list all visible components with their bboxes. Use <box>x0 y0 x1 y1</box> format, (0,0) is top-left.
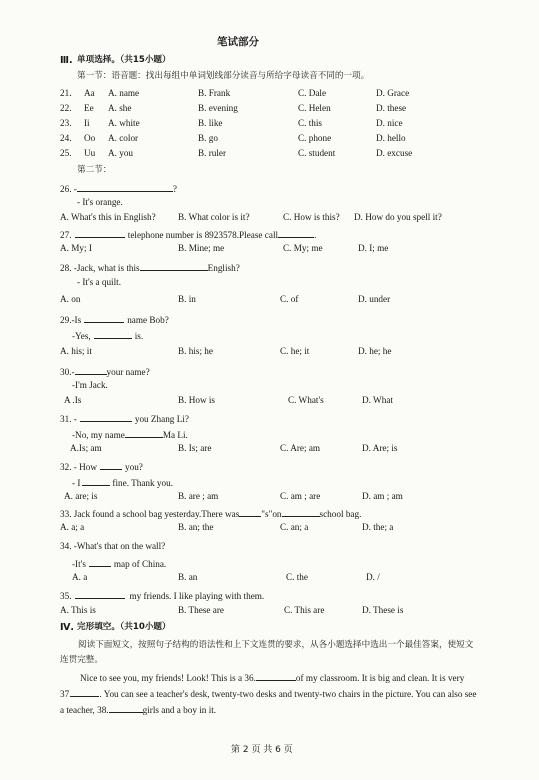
answer-blank[interactable] <box>75 228 125 238</box>
option-d: D. I; me <box>358 243 389 253</box>
option-d: D. Are; is <box>362 443 398 453</box>
reply-line <box>72 428 188 441</box>
section3-title: 单项选择。（共15小题） <box>77 55 171 65</box>
question-text-end: you? <box>125 462 143 472</box>
option-b: B. Frank <box>198 88 231 98</box>
option-a: A. on <box>60 294 81 304</box>
question-number: 27. <box>60 230 72 240</box>
letter: Ee <box>84 103 94 113</box>
question-text-end: you Zhang Li? <box>134 414 189 424</box>
option-a: A. his; it <box>60 346 92 356</box>
option-d: D. These is <box>362 605 404 615</box>
option-c: C. of <box>280 294 299 304</box>
option-b: B. These are <box>178 605 225 615</box>
question-text-mid: "s"on <box>261 509 282 519</box>
option-d: D. the; a <box>362 522 394 532</box>
question-text: 26. - <box>60 184 77 194</box>
reply-line <box>72 557 166 570</box>
answer-blank[interactable] <box>125 428 163 438</box>
question-text-end: your name? <box>106 367 150 377</box>
question-text-end: . <box>314 230 317 240</box>
reply-text: -It's <box>72 559 86 569</box>
option-a: A. This is <box>60 605 96 615</box>
option-d: D. What <box>362 395 393 405</box>
question-34: 34. -What's that on the wall? <box>60 541 166 551</box>
question-text: 30.- <box>60 367 75 377</box>
option-b: B. ruler <box>198 148 227 158</box>
question-number: 22. <box>60 103 72 113</box>
reply-text-end: fine. Thank you. <box>112 478 173 488</box>
section4-title: 完形填空。（共10小题） <box>77 622 171 632</box>
option-d: D. How do you spell it? <box>354 212 442 222</box>
question-33 <box>60 507 361 520</box>
option-c: C. Helen <box>298 103 331 113</box>
option-b: B. are ; am <box>178 491 219 501</box>
option-a: A. you <box>108 148 134 158</box>
cloze-instructions: 阅读下面短文，按照句子结构的语法性和上下文连贯的要求，从各小题选择中选出一个最佳答案，使短文连贯完整。 <box>60 640 474 665</box>
question-text-end: my friends. I like playing with them. <box>129 591 265 601</box>
reply-line: - It's a quilt. <box>77 277 122 287</box>
option-b: B. Is; are <box>178 443 212 453</box>
option-a: A. a <box>72 572 88 582</box>
question-26 <box>60 182 177 195</box>
page-title: 笔试部分 <box>217 36 259 48</box>
section3-number: Ⅲ. <box>60 55 73 66</box>
option-a: A. color <box>108 133 139 143</box>
option-c: C. This are <box>284 605 325 615</box>
answer-blank-37[interactable] <box>71 687 99 697</box>
reply-line <box>72 329 143 342</box>
option-b: B. How is <box>178 395 216 405</box>
reply-text-end: Ma Li. <box>162 430 188 440</box>
option-c: C. What's <box>288 395 324 405</box>
option-b: B. like <box>198 118 223 128</box>
question-text: 31. - <box>60 414 77 424</box>
answer-blank[interactable] <box>80 412 132 422</box>
part1-label: 第一节：语音题：找出每组中单词划线部分读音与所给字母读音不同的一项。 <box>77 71 370 81</box>
question-text: telephone number is 8923578.Please call <box>127 230 279 240</box>
question-text-end: school bag. <box>319 509 362 519</box>
answer-blank-38[interactable] <box>109 703 143 713</box>
option-b: B. in <box>178 294 196 304</box>
answer-blank[interactable] <box>100 460 122 470</box>
letter: Aa <box>84 88 95 98</box>
reply-text: - I <box>72 478 81 488</box>
question-28 <box>60 261 240 274</box>
question-text: 32. - How <box>60 462 98 472</box>
question-30 <box>60 365 150 378</box>
option-b: B. an <box>178 572 198 582</box>
question-31 <box>60 412 189 425</box>
option-a: A. white <box>108 118 140 128</box>
reply-text-end: is. <box>134 331 144 341</box>
answer-blank-36[interactable] <box>256 671 296 681</box>
option-c: C. he; it <box>280 346 310 356</box>
letter: Uu <box>84 148 96 158</box>
option-d: D. Grace <box>376 88 410 98</box>
question-text: 28. -Jack, what is this <box>60 263 140 273</box>
reply-text-end: map of China. <box>113 559 167 569</box>
question-number: 24. <box>60 133 72 143</box>
letter: Ii <box>84 118 90 128</box>
reply-line: - It's orange. <box>77 197 123 207</box>
answer-blank[interactable] <box>239 507 261 517</box>
option-c: C. How is this? <box>283 212 340 222</box>
passage-text: of my classroom. It is big and clean. It is very 37. <box>60 673 465 699</box>
option-d: D. under <box>358 294 391 304</box>
question-35 <box>60 589 264 602</box>
option-c: C. an; a <box>280 522 309 532</box>
question-number: 35. <box>60 591 72 601</box>
question-text-end: name Bob? <box>127 315 169 325</box>
answer-blank[interactable] <box>82 476 110 486</box>
option-c: C. My; me <box>283 243 323 253</box>
answer-blank[interactable] <box>75 365 107 375</box>
option-b: B. evening <box>198 103 238 113</box>
option-c: C. phone <box>298 133 332 143</box>
passage-text: . You can see a teacher's desk, twenty-two desks and twenty-two chairs in the picture. You can also see a teacher, 38. <box>60 689 477 715</box>
reply-text: -No, my name <box>72 430 125 440</box>
option-b: B. go <box>198 133 218 143</box>
reply-line <box>72 476 173 489</box>
option-a: A. name <box>108 88 140 98</box>
question-text-end: ? <box>172 184 177 194</box>
letter: Oo <box>84 133 96 143</box>
option-c: C. student <box>298 148 336 158</box>
question-text: 29.-Is <box>60 315 82 325</box>
option-d: D. am ; am <box>362 491 403 501</box>
option-a: A .Is <box>64 395 82 405</box>
option-c: C. Are; am <box>280 443 321 453</box>
reply-line: -I'm Jack. <box>72 380 108 390</box>
option-a: A. What's this in English? <box>60 212 156 222</box>
question-number: 21. <box>60 88 72 98</box>
answer-blank[interactable] <box>94 329 132 339</box>
option-d: D. these <box>376 103 407 113</box>
option-b: B. an; the <box>178 522 214 532</box>
option-a: A. a; a <box>60 522 85 532</box>
answer-blank[interactable] <box>140 261 208 271</box>
question-number: 25. <box>60 148 72 158</box>
option-a: A. are; is <box>64 491 98 501</box>
answer-blank[interactable] <box>77 182 173 192</box>
cloze-passage <box>60 670 478 718</box>
part2-label: 第二节： <box>77 165 112 175</box>
option-d: D. / <box>366 572 380 582</box>
passage-text: Nice to see you, my friends! Look! This is a 36. <box>80 673 256 683</box>
answer-blank[interactable] <box>84 313 124 323</box>
option-a: A. My; I <box>60 243 92 253</box>
option-c: C. am ; are <box>280 491 321 501</box>
reply-text: -Yes, <box>72 331 91 341</box>
option-b: B. What color is it? <box>178 212 250 222</box>
option-c: C. this <box>298 118 322 128</box>
question-29 <box>60 313 169 326</box>
option-a: A.Is; am <box>70 443 102 453</box>
option-b: B. Mine; me <box>178 243 225 253</box>
option-b: B. his; he <box>178 346 213 356</box>
answer-blank[interactable] <box>282 507 320 517</box>
question-32 <box>60 460 143 473</box>
page-footer: 第 2 页 共 6 页 <box>231 745 293 755</box>
question-text: 33. Jack found a school bag yesterday.There was <box>60 509 240 519</box>
option-d: D. excuse <box>376 148 413 158</box>
answer-blank[interactable] <box>89 557 111 567</box>
question-27 <box>60 228 316 241</box>
option-d: D. he; he <box>358 346 392 356</box>
answer-blank[interactable] <box>75 589 125 599</box>
option-c: C. Dale <box>298 88 327 98</box>
option-a: A. she <box>108 103 132 113</box>
question-text-end: English? <box>207 263 240 273</box>
option-c: C. the <box>286 572 308 582</box>
answer-blank[interactable] <box>278 228 317 240</box>
section4-number: Ⅳ. <box>60 622 75 633</box>
option-d: D. hello <box>376 133 406 143</box>
question-number: 23. <box>60 118 72 128</box>
passage-text: girls and a boy in it. <box>142 705 217 715</box>
option-d: D. nice <box>376 118 403 128</box>
